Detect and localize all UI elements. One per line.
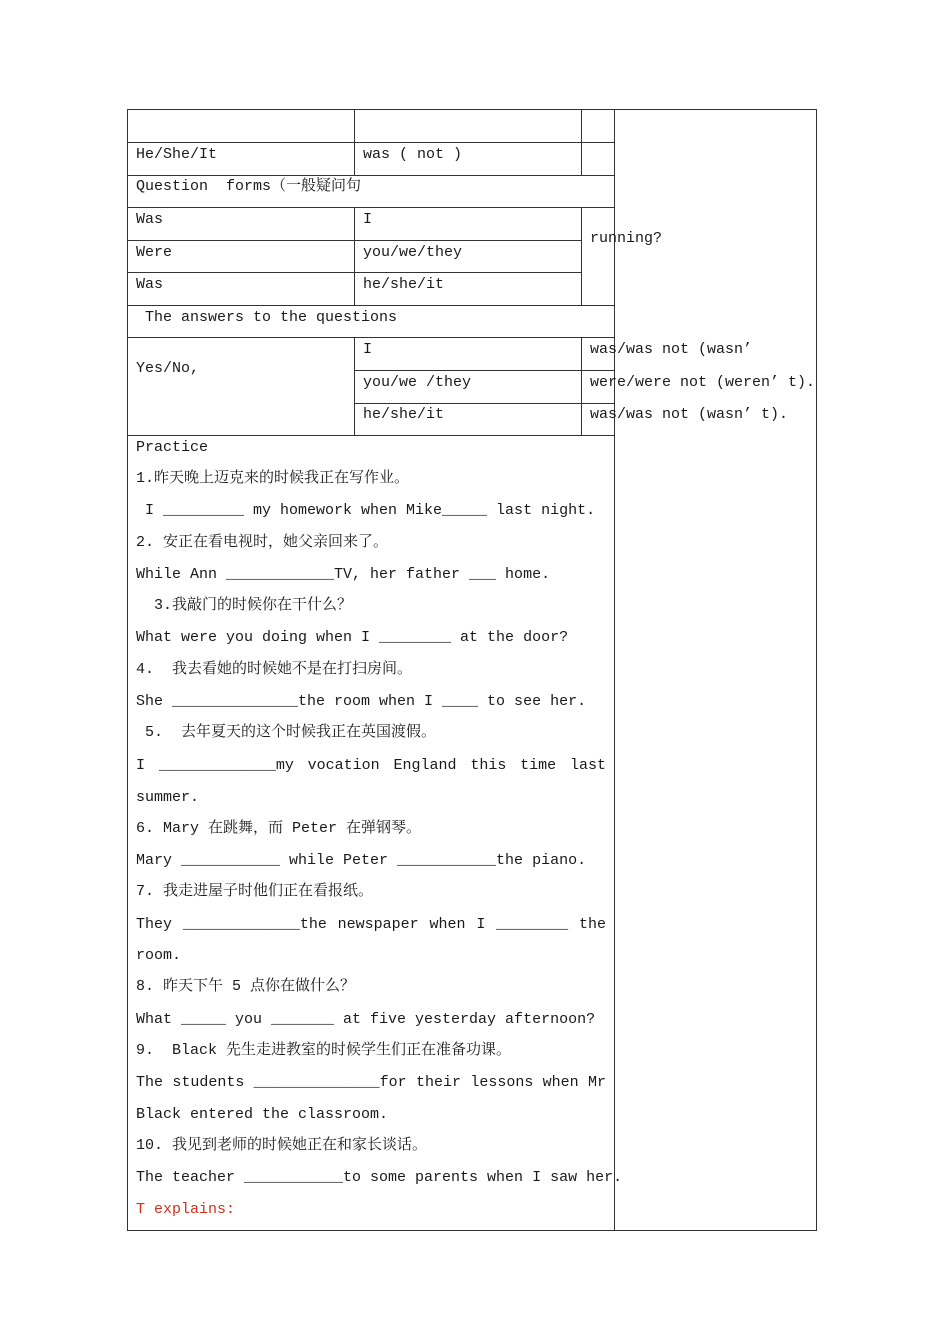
exercise-line: Mary ___________ while Peter ___________the piano. [136,852,587,869]
answer-form: was/was not (wasn’ [590,341,753,358]
subject-label: He/She/It [136,146,218,163]
exercise-line: I _________ my homework when Mike_____ last night. [136,502,596,519]
answers-heading: The answers to the questions [136,309,398,326]
exercise-line: 1.昨天晚上迈克来的时候我正在写作业。 [136,470,410,487]
exercise-line: The students ______________for their lessons when Mr [136,1074,606,1091]
question-subject: he/she/it [363,276,445,293]
answer-subject: he/she/it [363,406,445,423]
exercise-line: While Ann ____________TV, her father ___ home. [136,566,551,583]
answer-form: were/were not (weren’ t). [590,374,816,391]
exercise-line: 3.我敲门的时候你在干什么？ [136,597,353,614]
exercise-line: The teacher ___________to some parents when I saw her. [136,1169,623,1186]
exercise-line: 4. 我去看她的时候她不是在打扫房间。 [136,661,413,678]
answer-lead: Yes/No, [136,360,200,377]
exercise-line: 5. 去年夏天的这个时候我正在英国渡假。 [136,724,437,741]
answer-subject: you/we /they [363,374,472,391]
exercise-line: 10. 我见到老师的时候她正在和家长谈话。 [136,1137,428,1154]
question-verb: Were [136,244,173,261]
answer-form: was/was not (wasn’ t). [590,406,789,423]
exercise-line: What were you doing when I ________ at the door? [136,629,569,646]
exercise-line: 2. 安正在看电视时，她父亲回来了。 [136,534,389,551]
exercise-line: room. [136,947,182,964]
practice-heading: Practice [136,439,209,456]
exercise-line: 8. 昨天下午 5 点你在做什么？ [136,978,356,995]
exercise-line: What _____ you _______ at five yesterday afternoon? [136,1011,596,1028]
question-subject: I [363,211,373,228]
question-subject: you/we/they [363,244,463,261]
teacher-explains-label: T explains: [136,1201,236,1218]
question-tail: running? [590,230,663,247]
exercise-line: They _____________the newspaper when I ________ the [136,916,606,933]
question-heading: Question forms（一般疑问句 [136,178,362,195]
question-verb: Was [136,276,164,293]
question-verb: Was [136,211,164,228]
exercise-line: 6. Mary 在跳舞，而 Peter 在弹钢琴。 [136,820,422,837]
exercise-line: 7. 我走进屋子时他们正在看报纸。 [136,883,374,900]
exercise-line: summer. [136,789,200,806]
exercise-line: 9. Black 先生走进教室的时候学生们正在准备功课。 [136,1042,512,1059]
answer-subject: I [363,341,373,358]
exercise-line: She ______________the room when I ____ to see her. [136,693,587,710]
subject-verb: was ( not ) [363,146,463,163]
exercise-line: Black entered the classroom. [136,1106,389,1123]
exercise-line: I _____________my vocation England this time last [136,757,606,774]
